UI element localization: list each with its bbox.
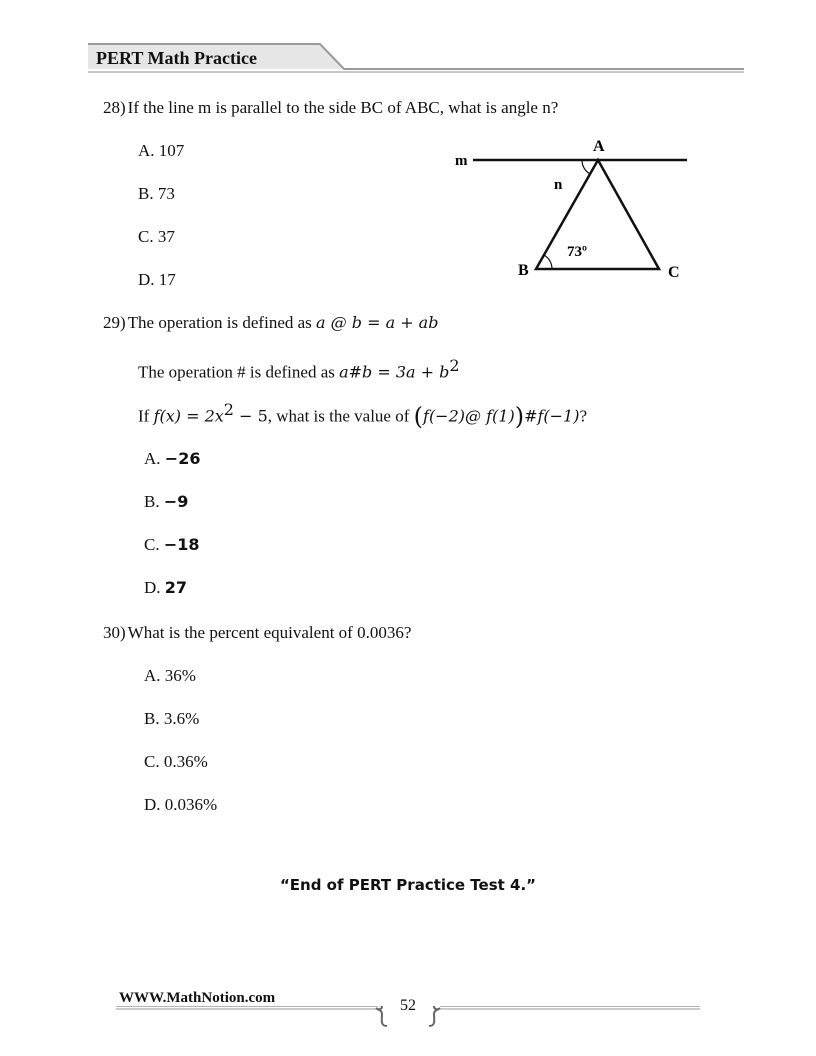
operation-hash-text: The operation # is defined as: [138, 362, 335, 382]
question-text: If the line m is parallel to the side BC of ABC, what is angle n?: [127, 98, 559, 117]
q30-option-c[interactable]: C. 0.36%: [144, 752, 208, 771]
q28-option-b[interactable]: B. 73: [138, 184, 175, 203]
function-definition: f(x) = 2x: [153, 406, 224, 426]
operation-hash-line: [138, 356, 460, 383]
expression-inner: f(−2)@ f(1): [423, 406, 515, 426]
label-n: n: [554, 177, 563, 193]
option-value: −9: [163, 492, 189, 511]
header-title: PERT Math Practice: [96, 48, 257, 68]
option-value: 27: [164, 578, 188, 597]
option-letter: C.: [144, 535, 160, 554]
function-question: , what is the value of: [267, 406, 410, 426]
q28-option-c[interactable]: C. 37: [138, 227, 175, 246]
q30-option-a[interactable]: A. 36%: [144, 666, 196, 685]
angle-b-arc: [544, 255, 552, 269]
function-prefix: If: [138, 406, 150, 426]
label-c: C: [668, 264, 680, 281]
expression-tail: #f(−1): [524, 406, 580, 426]
q30-option-b[interactable]: B. 3.6%: [144, 709, 200, 728]
close-paren: ): [514, 402, 525, 431]
question-number: 30): [103, 623, 126, 642]
label-m: m: [455, 153, 468, 169]
question-29: [103, 313, 438, 333]
question-number: 29): [103, 313, 126, 332]
operation-at-definition: a @ b = a + ab: [316, 313, 439, 332]
footer-website-link[interactable]: WWW.MathNotion.com: [119, 990, 276, 1006]
q29-option-c[interactable]: [144, 535, 200, 555]
q30-option-d[interactable]: D. 0.036%: [144, 795, 218, 814]
open-paren: (: [413, 402, 424, 431]
triangle-diagram: [446, 134, 696, 284]
option-value: −18: [163, 535, 200, 554]
page-number: 52: [400, 997, 416, 1014]
option-letter: D.: [144, 578, 161, 597]
function-constant: − 5: [233, 406, 268, 426]
function-line: [138, 400, 588, 431]
q28-option-d[interactable]: D. 17: [138, 270, 176, 289]
operation-hash-definition: a#b = 3a + b: [339, 362, 450, 382]
end-of-test-note: “End of PERT Practice Test 4.”: [279, 876, 537, 894]
option-letter: B.: [144, 492, 160, 511]
option-letter: A.: [144, 449, 161, 468]
question-28: [103, 98, 558, 118]
q28-option-a[interactable]: A. 107: [138, 141, 185, 160]
question-30: [103, 623, 411, 643]
question-mark: ?: [579, 406, 588, 426]
page-header: [88, 43, 744, 75]
label-73: 73º: [567, 244, 587, 260]
label-b: B: [518, 262, 529, 279]
angle-n-arc: [582, 160, 590, 174]
question-text: What is the percent equivalent of 0.0036?: [127, 623, 412, 642]
function-exponent: 2: [223, 400, 234, 419]
operation-hash-exponent: 2: [449, 356, 460, 375]
label-a: A: [593, 138, 605, 155]
question-number: 28): [103, 98, 126, 117]
q29-option-a[interactable]: [144, 449, 200, 469]
option-value: −26: [164, 449, 201, 468]
question-text: The operation is defined as: [127, 313, 312, 332]
q29-option-d[interactable]: [144, 578, 187, 598]
q29-option-b[interactable]: [144, 492, 188, 512]
